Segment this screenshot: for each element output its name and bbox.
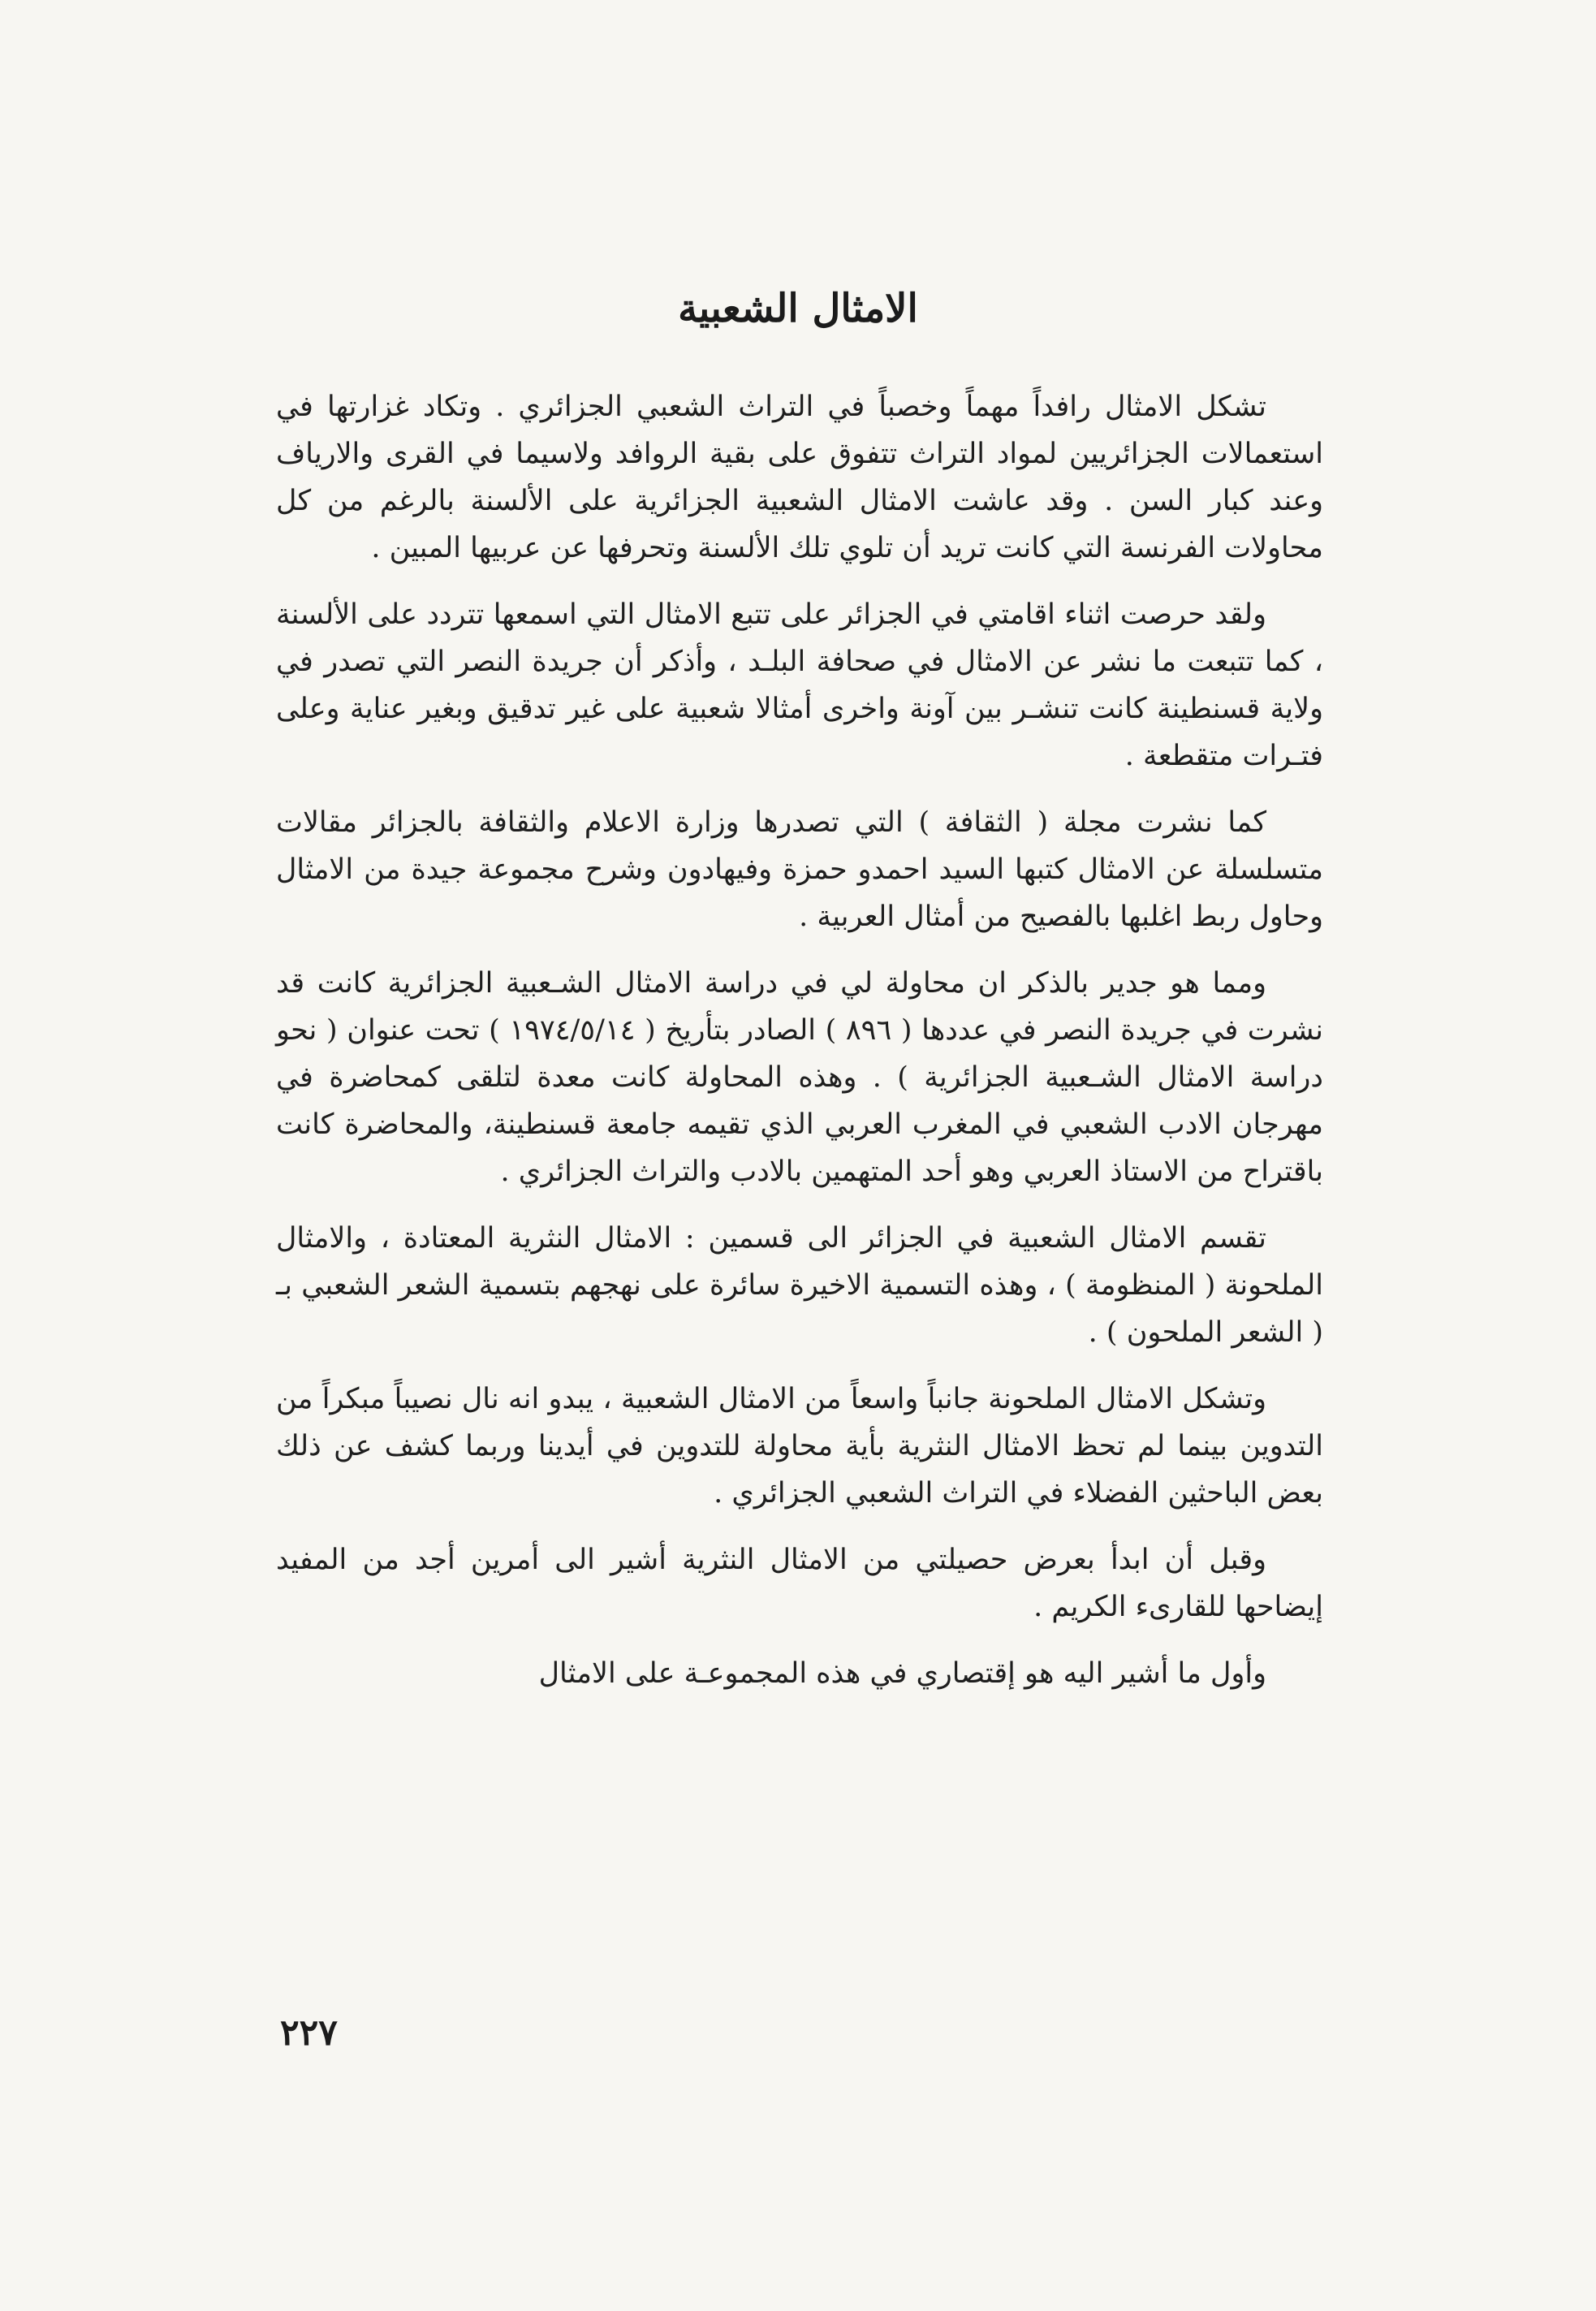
paragraph: وقبل أن ابدأ بعرض حصيلتي من الامثال النثرية أشير الى أمرين أجد من المفيد إيضاحها للقارىء الكريم .	[276, 1544, 1323, 1623]
paragraph: ولقد حرصت اثناء اقامتي في الجزائر على تتبع الامثال التي اسمعها تتردد على الألسنة ، كما تتبعت ما نشر عن الامثال في صحافة البلـد ، وأذكر أن جريدة النصر التي تصدر في ولاية قسنطينة كانت تنشـر بين آونة واخرى أمثالا شعبية على غير تدقيق وبغير عناية وعلى فتـرات متقطعة .	[276, 598, 1323, 772]
paragraph: وتشكل الامثال الملحونة جانباً واسعاً من الامثال الشعبية ، يبدو انه نال نصيباً مبكراً من التدوين بينما لم تحظ الامثال النثرية بأية محاولة للتدوين في أيدينا وربما كشف عن ذلك بعض الباحثين الفضلاء في التراث الشعبي الجزائري .	[276, 1383, 1323, 1510]
page-title: الامثال الشعبية	[678, 286, 918, 331]
article-body	[276, 383, 1323, 1717]
paragraph: تقسم الامثال الشعبية في الجزائر الى قسمين : الامثال النثرية المعتادة ، والامثال الملحونة ( المنظومة ) ، وهذه التسمية الاخيرة سائرة على نهجهم بتسمية الشعر الشعبي بـ ( الشعر الملحون ) .	[276, 1222, 1323, 1349]
paragraph: تشكل الامثال رافداً مهماً وخصباً في التراث الشعبي الجزائري . وتكاد غزارتها في استعمالات الجزائريين لمواد التراث تتفوق على بقية الروافد ولاسيما في القرى والارياف وعند كبار السن . وقد عاشت الامثال الشعبية الجزائرية على الألسنة بالرغم من كل محاولات الفرنسة التي كانت تريد أن تلوي تلك الألسنة وتحرفها عن عربيها المبين .	[276, 391, 1323, 564]
paragraph: كما نشرت مجلة ( الثقافة ) التي تصدرها وزارة الاعلام والثقافة بالجزائر مقالات متسلسلة عن الامثال كتبها السيد احمدو حمزة وفيهادون وشرح مجموعة جيدة من الامثال وحاول ربط اغلبها بالفصيح من أمثال العربية .	[276, 806, 1323, 933]
page-number: ٢٢٧	[280, 2012, 338, 2054]
paragraph: وأول ما أشير اليه هو إقتصاري في هذه المجموعـة على الامثال	[538, 1657, 1266, 1690]
paragraph: ومما هو جدير بالذكر ان محاولة لي في دراسة الامثال الشـعبية الجزائرية كانت قد نشرت في جريدة النصر في عددها ( ٨٩٦ ) الصادر بتأريخ ( ١٩٧٤/٥/١٤ ) تحت عنوان ( نحو دراسة الامثال الشـعبية الجزائرية ) . وهذه المحاولة كانت معدة لتلقى كمحاضرة في مهرجان الادب الشعبي في المغرب العربي الذي تقيمه جامعة قسنطينة، والمحاضرة كانت باقتراح من الاستاذ العربي وهو أحد المتهمين بالادب والتراث الجزائري .	[276, 967, 1324, 1188]
